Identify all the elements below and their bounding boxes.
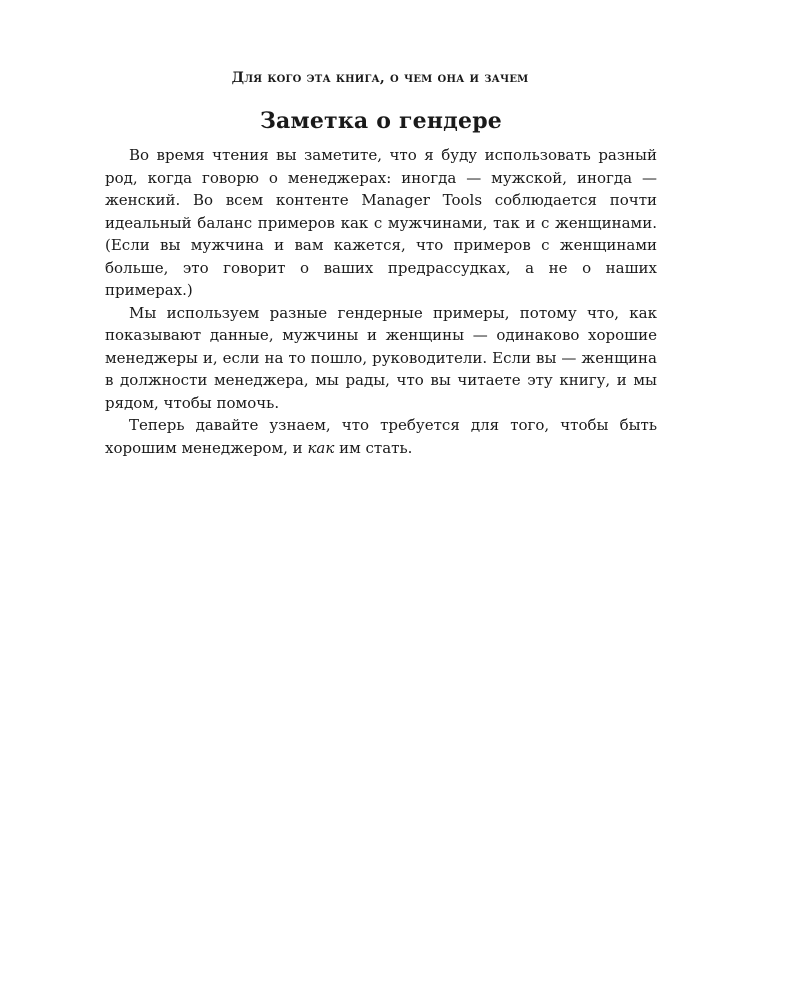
paragraph-1: Во время чтения вы заметите, что я буду использовать разный род, когда говорю о менеджерах: иногда — мужской, иногда — женский. Во всем контенте Manager Tools соблюдается почти идеальный баланс примеров как с мужчинами, так и с женщинами. (Если вы мужчина и вам кажется, что примеров с женщинами больше, это говорит о ваших предрассудках, а не о наших примерах.) xyxy=(105,146,657,299)
emphasis-word: как xyxy=(307,438,335,457)
running-head: Для кого эта книга, о чем она и зачем xyxy=(231,70,529,86)
paragraph-3-ending: им стать. xyxy=(334,438,413,457)
paragraph-3 xyxy=(105,414,657,459)
section-title: Заметка о гендере xyxy=(259,108,503,134)
paragraph-2: Мы используем разные гендерные примеры, потому что, как показывают данные, мужчины и женщины — одинаково хорошие менеджеры и, если на то пошло, руководители. Если вы — женщина в должности менеджера, мы рады, что вы читаете эту книгу, и мы рядом, чтобы помочь. xyxy=(105,303,657,412)
paragraph-3-text: Теперь давайте узнаем, что требуется для того, чтобы быть хорошим менеджером, и xyxy=(105,416,657,457)
body-text xyxy=(105,144,657,459)
